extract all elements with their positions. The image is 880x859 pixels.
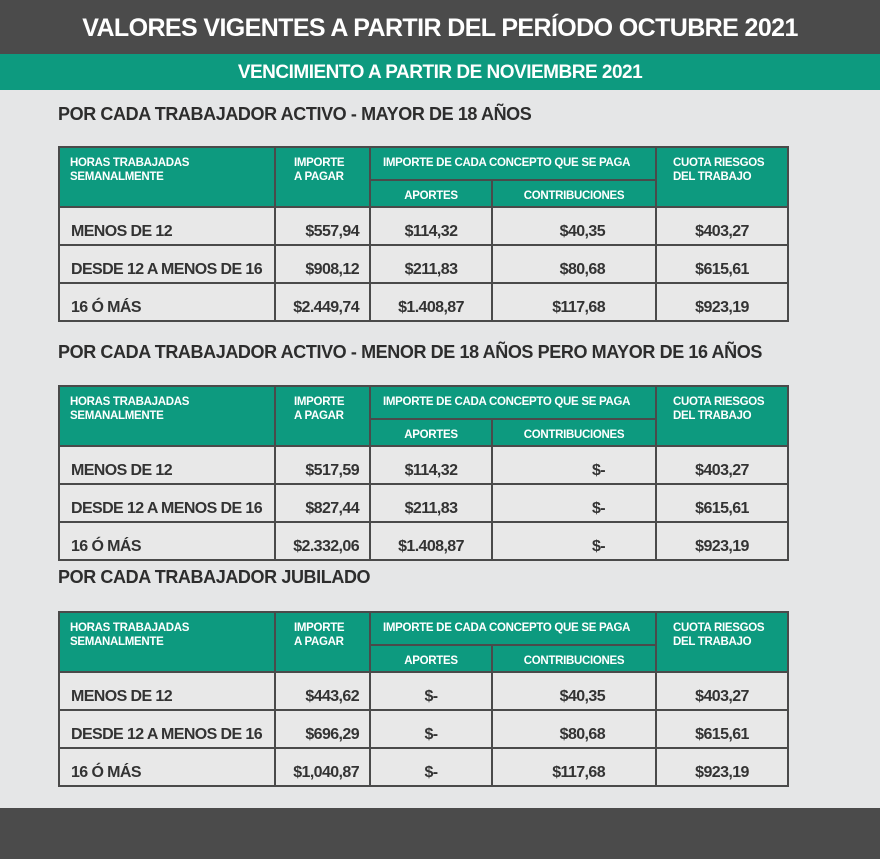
rates-table bbox=[58, 146, 789, 322]
aportes-cell: $211,83 bbox=[370, 245, 492, 283]
contribuciones-cell: $80,68 bbox=[492, 710, 656, 748]
header-hours-label: HORAS TRABAJADAS SEMANALMENTE bbox=[70, 396, 190, 422]
aportes-cell: $- bbox=[370, 748, 492, 786]
header-importe bbox=[275, 147, 370, 207]
cuota-cell: $615,61 bbox=[656, 484, 788, 522]
aportes-cell: $211,83 bbox=[370, 484, 492, 522]
hours-cell: DESDE 12 A MENOS DE 16 bbox=[59, 484, 275, 522]
hours-cell: MENOS DE 12 bbox=[59, 446, 275, 484]
hours-cell: DESDE 12 A MENOS DE 16 bbox=[59, 710, 275, 748]
table-row bbox=[59, 748, 788, 786]
aportes-cell: $1.408,87 bbox=[370, 522, 492, 560]
importe-cell: $696,29 bbox=[275, 710, 370, 748]
cuota-cell: $923,19 bbox=[656, 522, 788, 560]
header-importe-label: IMPORTE A PAGAR bbox=[294, 622, 345, 648]
header-contribuciones: CONTRIBUCIONES bbox=[492, 645, 656, 672]
header-row bbox=[59, 612, 788, 645]
header-cuota bbox=[656, 612, 788, 672]
table-row bbox=[59, 283, 788, 321]
header-cuota bbox=[656, 386, 788, 446]
importe-cell: $908,12 bbox=[275, 245, 370, 283]
hours-cell: 16 Ó MÁS bbox=[59, 748, 275, 786]
header-concept: IMPORTE DE CADA CONCEPTO QUE SE PAGA bbox=[370, 147, 656, 180]
header-importe-label: IMPORTE A PAGAR bbox=[294, 157, 345, 183]
contribuciones-cell: $117,68 bbox=[492, 283, 656, 321]
header-concept: IMPORTE DE CADA CONCEPTO QUE SE PAGA bbox=[370, 612, 656, 645]
page-title: VALORES VIGENTES A PARTIR DEL PERÍODO OCTUBRE 2021 bbox=[0, 0, 880, 54]
contribuciones-cell: $117,68 bbox=[492, 748, 656, 786]
header-concept: IMPORTE DE CADA CONCEPTO QUE SE PAGA bbox=[370, 386, 656, 419]
importe-cell: $557,94 bbox=[275, 207, 370, 245]
header-contribuciones: CONTRIBUCIONES bbox=[492, 419, 656, 446]
table-row bbox=[59, 522, 788, 560]
rates-table bbox=[58, 385, 789, 561]
header-importe bbox=[275, 386, 370, 446]
contribuciones-cell: $- bbox=[492, 484, 656, 522]
header-aportes: APORTES bbox=[370, 180, 492, 207]
importe-cell: $827,44 bbox=[275, 484, 370, 522]
hours-cell: MENOS DE 12 bbox=[59, 207, 275, 245]
section-title: POR CADA TRABAJADOR JUBILADO bbox=[58, 567, 371, 587]
aportes-cell: $114,32 bbox=[370, 446, 492, 484]
contribuciones-cell: $80,68 bbox=[492, 245, 656, 283]
header-cuota-label: CUOTA RIESGOS DEL TRABAJO bbox=[673, 622, 765, 648]
header-hours-label: HORAS TRABAJADAS SEMANALMENTE bbox=[70, 157, 190, 183]
contribuciones-cell: $40,35 bbox=[492, 672, 656, 710]
header-importe-label: IMPORTE A PAGAR bbox=[294, 396, 345, 422]
aportes-cell: $- bbox=[370, 672, 492, 710]
table-row bbox=[59, 207, 788, 245]
header-hours bbox=[59, 147, 275, 207]
header-aportes: APORTES bbox=[370, 419, 492, 446]
header-hours-label: HORAS TRABAJADAS SEMANALMENTE bbox=[70, 622, 190, 648]
table-row bbox=[59, 446, 788, 484]
section-title: POR CADA TRABAJADOR ACTIVO - MAYOR DE 18 AÑOS bbox=[58, 104, 532, 124]
hours-cell: 16 Ó MÁS bbox=[59, 522, 275, 560]
header-hours bbox=[59, 386, 275, 446]
cuota-cell: $403,27 bbox=[656, 446, 788, 484]
hours-cell: 16 Ó MÁS bbox=[59, 283, 275, 321]
table-row bbox=[59, 484, 788, 522]
importe-cell: $2.449,74 bbox=[275, 283, 370, 321]
aportes-cell: $- bbox=[370, 710, 492, 748]
cuota-cell: $403,27 bbox=[656, 207, 788, 245]
table-row bbox=[59, 672, 788, 710]
contribuciones-cell: $- bbox=[492, 446, 656, 484]
section-title: POR CADA TRABAJADOR ACTIVO - MENOR DE 18 AÑOS PERO MAYOR DE 16 AÑOS bbox=[58, 342, 762, 362]
importe-cell: $2.332,06 bbox=[275, 522, 370, 560]
footer-band bbox=[0, 808, 880, 859]
importe-cell: $517,59 bbox=[275, 446, 370, 484]
header-row bbox=[59, 386, 788, 419]
aportes-cell: $1.408,87 bbox=[370, 283, 492, 321]
hours-cell: DESDE 12 A MENOS DE 16 bbox=[59, 245, 275, 283]
rates-table bbox=[58, 611, 789, 787]
table-row bbox=[59, 245, 788, 283]
header-aportes: APORTES bbox=[370, 645, 492, 672]
aportes-cell: $114,32 bbox=[370, 207, 492, 245]
table-row bbox=[59, 710, 788, 748]
cuota-cell: $923,19 bbox=[656, 283, 788, 321]
header-cuota bbox=[656, 147, 788, 207]
importe-cell: $443,62 bbox=[275, 672, 370, 710]
header-row bbox=[59, 147, 788, 180]
header-importe bbox=[275, 612, 370, 672]
cuota-cell: $615,61 bbox=[656, 245, 788, 283]
contribuciones-cell: $- bbox=[492, 522, 656, 560]
page-subtitle: VENCIMIENTO A PARTIR DE NOVIEMBRE 2021 bbox=[0, 54, 880, 90]
header-cuota-label: CUOTA RIESGOS DEL TRABAJO bbox=[673, 157, 765, 183]
importe-cell: $1,040,87 bbox=[275, 748, 370, 786]
cuota-cell: $403,27 bbox=[656, 672, 788, 710]
cuota-cell: $615,61 bbox=[656, 710, 788, 748]
header-contribuciones: CONTRIBUCIONES bbox=[492, 180, 656, 207]
cuota-cell: $923,19 bbox=[656, 748, 788, 786]
header-hours bbox=[59, 612, 275, 672]
hours-cell: MENOS DE 12 bbox=[59, 672, 275, 710]
header-cuota-label: CUOTA RIESGOS DEL TRABAJO bbox=[673, 396, 765, 422]
contribuciones-cell: $40,35 bbox=[492, 207, 656, 245]
